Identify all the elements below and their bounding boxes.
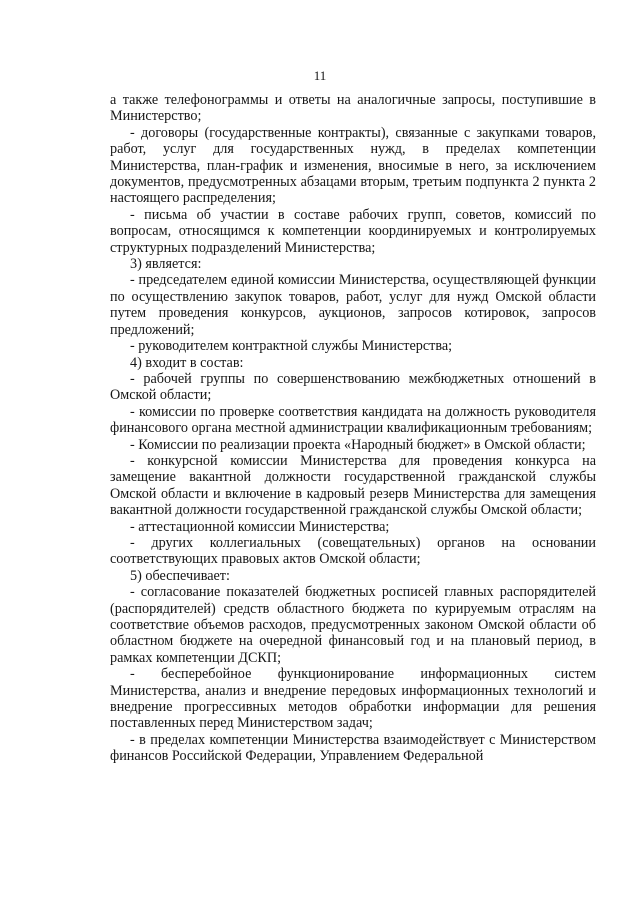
- paragraph: - других коллегиальных (совещательных) органов на основании соответствующих правовых актов Омской области;: [110, 534, 596, 568]
- paragraph: - руководителем контрактной службы Министерства;: [130, 338, 453, 355]
- paragraph: - согласование показателей бюджетных росписей главных распорядителей (распорядителей) средств областного бюджета по курируемым отраслям на соответствие объемов расходов, предусмотренных законом Омской области об областном бюджете на очередной финансовый год и на плановый период, в рамках компетенции ДСКП;: [110, 584, 596, 666]
- page-number: 11: [313, 68, 327, 83]
- paragraph: - конкурсной комиссии Министерства для проведения конкурса на замещение вакантной должности государственной гражданской службы Омской области и включение в кадровый резерв Министерства для замещения вакантной должности государственной гражданской службы Омской области;: [110, 452, 596, 519]
- paragraph: - в пределах компетенции Министерства взаимодействует с Министерством финансов Российской Федерации, Управлением Федеральной: [110, 731, 596, 765]
- paragraph: - комиссии по проверке соответствия кандидата на должность руководителя финансового органа местной администрации квалификационным требованиям;: [110, 403, 596, 437]
- paragraph: 5) обеспечивает:: [130, 567, 230, 584]
- paragraph: - председателем единой комиссии Министерства, осуществляющей функции по осуществлению закупок товаров, работ, услуг для нужд Омской области путем проведения конкурсов, аукционов, запросов котировок, запросов предложений;: [110, 272, 596, 338]
- paragraph: - аттестационной комиссии Министерства;: [130, 518, 390, 535]
- paragraph: а также телефонограммы и ответы на аналогичные запросы, поступившие в Министерство;: [110, 92, 596, 125]
- paragraph: - бесперебойное функционирование информационных систем Министерства, анализ и внедрение передовых информационных технологий и внедрение прогрессивных методов обработки информации для решения поставленных перед Министерством задач;: [110, 666, 596, 732]
- paragraph: - договоры (государственные контракты), связанные с закупками товаров, работ, услуг для государственных нужд, в пределах компетенции Министерства, план-график и изменения, вносимые в него, за исключением документов, предусмотренных абзацами вторым, третьим подпункта 2 пункта 2 настоящего распределения;: [110, 124, 596, 207]
- paragraph: - Комиссии по реализации проекта «Народный бюджет» в Омской области;: [130, 436, 586, 453]
- paragraph: 3) является:: [130, 256, 202, 273]
- paragraph: 4) входит в состав:: [130, 354, 244, 371]
- paragraph: - письма об участии в составе рабочих групп, советов, комиссий по вопросам, относящимся к компетенции координируемых и контролируемых структурных подразделений Министерства;: [110, 206, 596, 256]
- document-body: [110, 92, 596, 765]
- paragraph: - рабочей группы по совершенствованию межбюджетных отношений в Омской области;: [110, 370, 596, 404]
